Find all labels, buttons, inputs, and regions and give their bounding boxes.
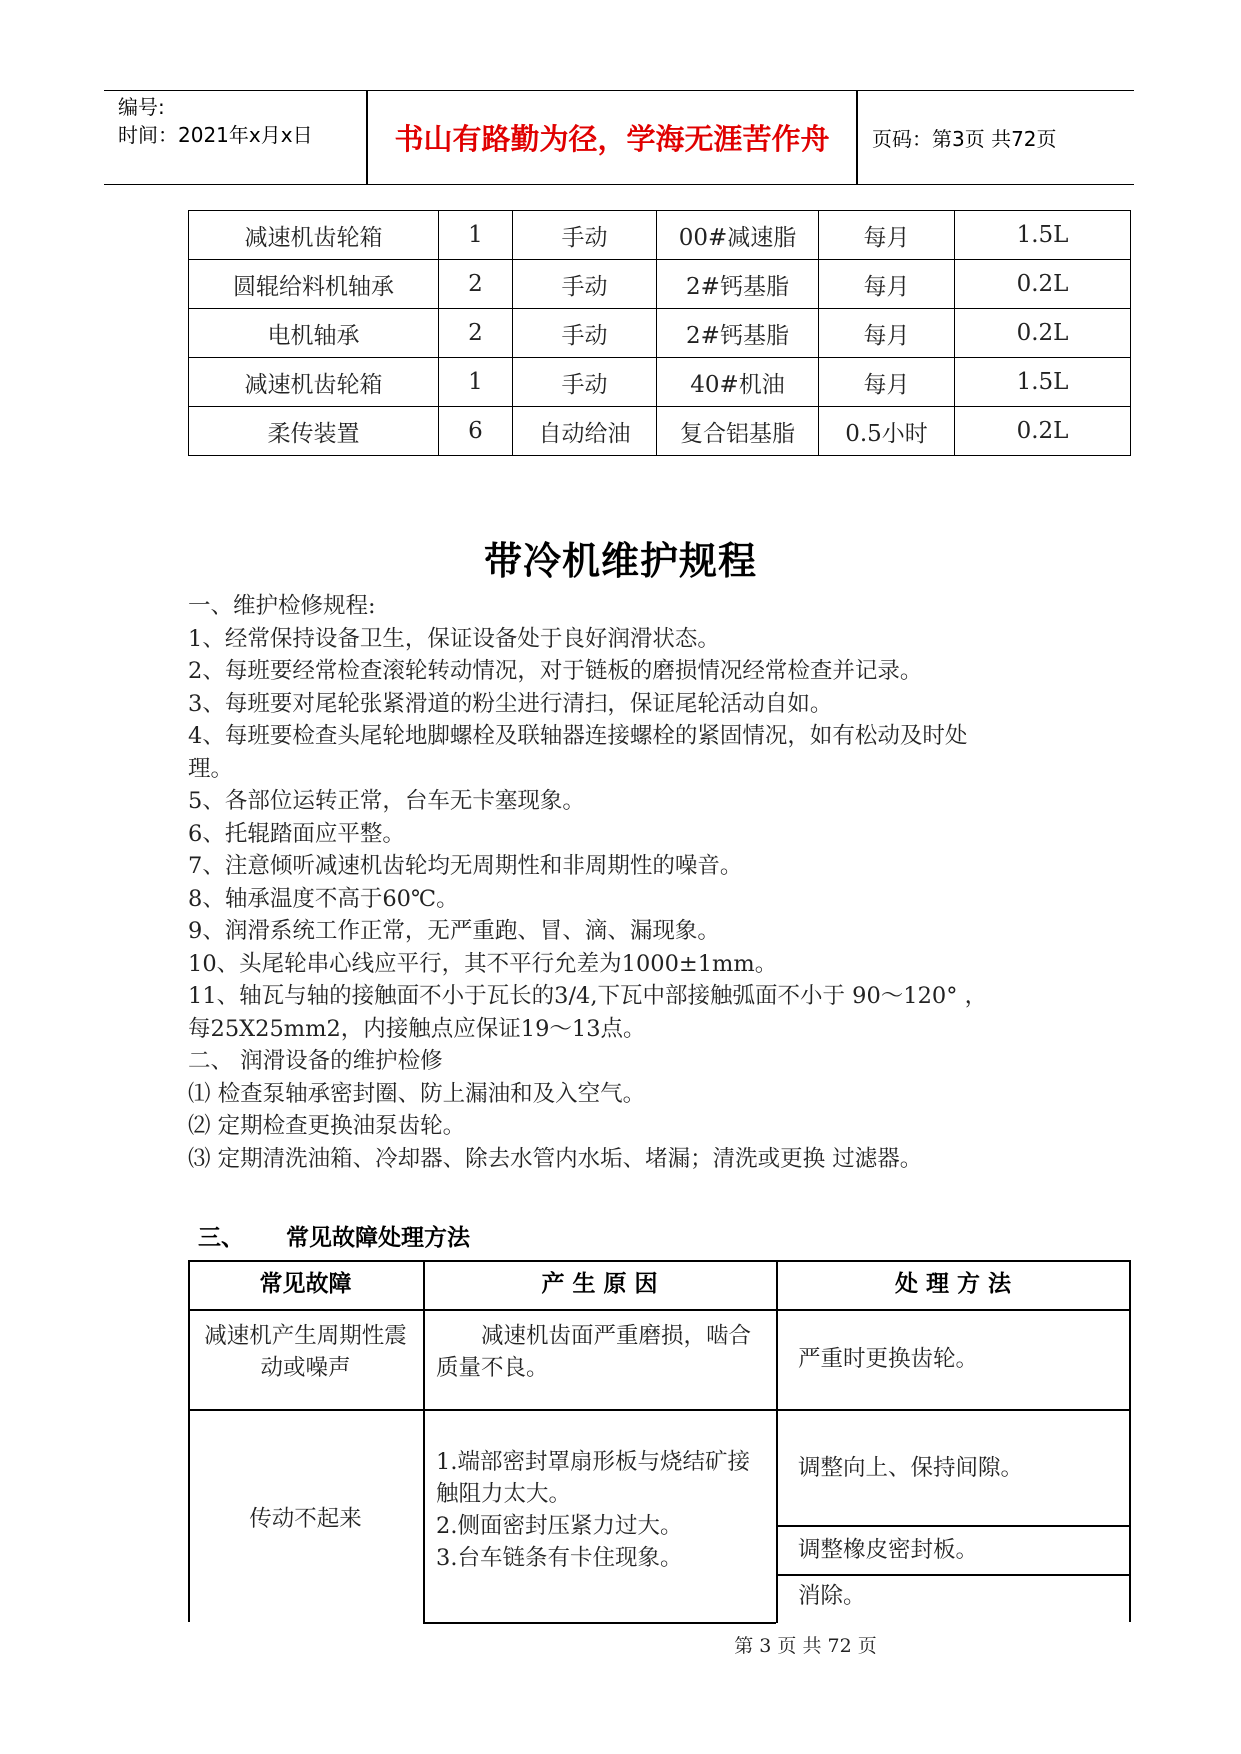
lubrication-cell: 手动 [513,358,657,407]
lubrication-cell: 0.2L [955,309,1131,358]
procedure-line: 10、头尾轮串心线应平行，其不平行允差为1000±1mm。 [188,950,778,977]
procedure-line: 4、每班要检查头尾轮地脚螺栓及联轴器连接螺栓的紧固情况，如有松动及时处 [188,723,968,749]
procedure-line: ⑵ 定期检查更换油泵齿轮。 [188,1113,466,1139]
table-border [188,1260,190,1622]
solution-cell: 严重时更换齿轮。 [798,1346,979,1372]
lubrication-cell: 1 [439,358,513,407]
page-footer [0,1631,1241,1658]
page-header [104,90,1134,185]
procedure-line: 理。 [188,755,234,782]
header-solution: 处 理 方 法 [894,1271,1012,1297]
lubrication-cell: 手动 [513,211,657,260]
procedure-line: 2、每班要经常检查滚轮转动情况，对于链板的磨损情况经常检查并记录。 [188,658,923,684]
lubrication-cell: 1 [439,211,513,260]
lubrication-cell: 1.5L [955,211,1131,260]
lubrication-cell: 柔传装置 [189,407,439,456]
procedure-text [188,590,1088,1175]
fault-table [188,1260,1130,1622]
lubrication-cell: 电机轴承 [189,309,439,358]
table-border [188,1409,1130,1411]
fault-cell: 传动不起来 [249,1506,362,1532]
lubrication-cell: 每月 [819,260,955,309]
number-label: 编号: [118,95,165,119]
lubrication-cell: 减速机齿轮箱 [189,211,439,260]
cause-cell: 减速机齿面严重磨损，啮合质量不良。 [436,1323,752,1381]
lubrication-cell: 0.2L [955,260,1131,309]
lubrication-cell: 1.5L [955,358,1131,407]
procedure-line: 6、托辊踏面应平整。 [188,820,405,847]
lubrication-cell: 自动给油 [513,407,657,456]
lubrication-cell: 00#减速脂 [657,211,819,260]
lubrication-cell: 每月 [819,358,955,407]
lubrication-cell: 圆辊给料机轴承 [189,260,439,309]
lubrication-row [189,309,1131,358]
table-border [188,1260,1130,1262]
cause-item: 2.侧面密封压紧力过大。 [436,1513,683,1539]
procedure-line: ⑶ 定期清洗油箱、冷却器、除去水管内水垢、堵漏；清洗或更换 过滤器。 [188,1145,923,1172]
section-number: 三、 [198,1225,244,1251]
table-border [1129,1260,1131,1622]
procedure-line: 一、维护检修规程: [188,593,376,619]
lubrication-cell: 6 [439,407,513,456]
procedure-line: 7、注意倾听减速机齿轮均无周期性和非周期性的噪音。 [188,853,743,879]
lubrication-cell: 每月 [819,309,955,358]
cause-item: 1.端部密封罩扇形板与烧结矿接触阻力太大。 [436,1449,750,1507]
table-border [776,1525,1130,1527]
lubrication-row [189,211,1131,260]
procedure-line: 11、轴瓦与轴的接触面不小于瓦长的3/4,下瓦中部接触弧面不小于 90～120° ， [188,983,988,1009]
procedure-line: 9、润滑系统工作正常，无严重跑、冒、滴、漏现象。 [188,918,720,944]
header-motto: 书山有路勤为径，学海无涯苦作舟 [394,122,830,156]
procedure-line: 1、经常保持设备卫生，保证设备处于良好润滑状态。 [188,625,720,652]
solution-cell: 调整橡皮密封板。 [798,1537,979,1563]
cause-cell [436,1446,766,1574]
lubrication-cell: 2#钙基脂 [657,260,819,309]
lubrication-cell: 手动 [513,260,657,309]
cause-item: 3.台车链条有卡住现象。 [436,1545,683,1571]
lubrication-cell: 2#钙基脂 [657,309,819,358]
table-border [423,1260,425,1623]
lubrication-cell: 每月 [819,211,955,260]
page-title: 带冷机维护规程 [483,539,757,583]
solution-cell: 调整向上、保持间隙。 [798,1455,1024,1481]
lubrication-cell: 手动 [513,309,657,358]
header-divider [856,91,858,184]
lubrication-cell: 2 [439,260,513,309]
lubrication-cell: 复合铝基脂 [657,407,819,456]
fault-cell: 减速机产生周期性震动或噪声 [204,1323,407,1381]
lubrication-table [188,210,1131,456]
lubrication-row [189,260,1131,309]
procedure-line: 5、各部位运转正常，台车无卡塞现象。 [188,788,585,814]
table-border [776,1574,1130,1576]
footer-page-number: 第 3 页 共 72 页 [734,1635,877,1657]
section-heading [198,1219,470,1252]
lubrication-cell: 2 [439,309,513,358]
lubrication-cell: 减速机齿轮箱 [189,358,439,407]
procedure-line: 每25X25mm2，内接触点应保证19～13点。 [188,1015,646,1042]
time-label: 时间：2021年x月x日 [118,123,313,147]
lubrication-cell: 40#机油 [657,358,819,407]
lubrication-row [189,407,1131,456]
procedure-line: ⑴ 检查泵轴承密封圈、防上漏油和及入空气。 [188,1080,646,1107]
header-meta [118,93,368,149]
procedure-line: 二、 润滑设备的维护检修 [188,1048,443,1074]
table-border [188,1309,1130,1311]
header-fault: 常见故障 [259,1271,352,1297]
solution-cell: 消除。 [798,1583,866,1609]
section-title: 常见故障处理方法 [286,1225,471,1251]
procedure-line: 8、轴承温度不高于60℃。 [188,885,459,912]
table-border [423,1622,776,1624]
header-cause: 产 生 原 因 [541,1271,658,1297]
table-border [776,1260,778,1623]
header-page-label: 页码：第3页 共72页 [872,127,1057,151]
lubrication-row [189,358,1131,407]
lubrication-cell: 0.5小时 [819,407,955,456]
lubrication-cell: 0.2L [955,407,1131,456]
procedure-line: 3、每班要对尾轮张紧滑道的粉尘进行清扫，保证尾轮活动自如。 [188,690,833,717]
